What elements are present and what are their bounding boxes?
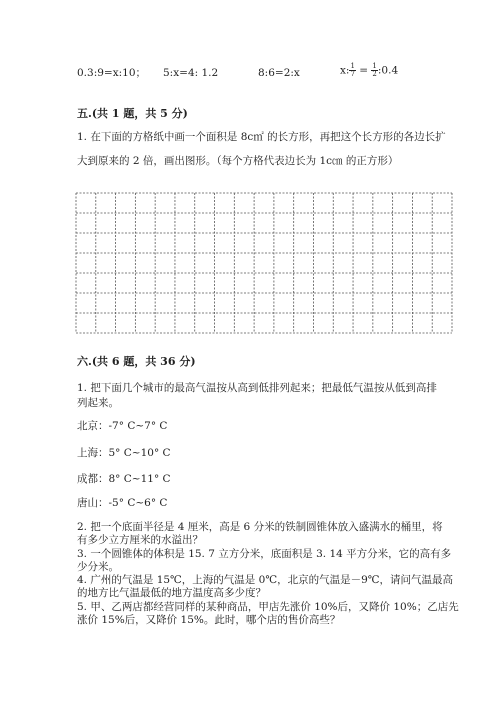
section-6-heading: 六.(共 6 题，共 36 分)	[77, 355, 196, 368]
section-6-question-3-line-2: 少分米。	[77, 561, 119, 573]
fraction-denominator: 7	[350, 70, 355, 78]
equation-4-prefix: x:	[340, 64, 350, 77]
section-6-question-2-line-2: 有多少立方厘米的水溢出？	[77, 534, 203, 546]
section-5-question-1-line-1: 1. 在下面的方格纸中画一个面积是 8c㎡ 的长方形，再把这个长方形的各边长扩	[77, 131, 446, 143]
section-6-question-5-line-2: 涨价 15%后，又降价 15%。此时，哪个店的售价高些？	[77, 614, 341, 626]
fraction-denominator: 2	[372, 70, 377, 78]
section-6-question-3-line-1: 3. 一个圆锥体的体积是 15. 7 立方分米，底面积是 3. 14 平方分米，它的高有多	[77, 548, 452, 560]
city-beijing: 北京：-7° C~7° C	[77, 420, 168, 432]
section-5-heading: 五.(共 1 题，共 5 分)	[77, 107, 188, 120]
square-grid-paper[interactable]	[75, 192, 453, 334]
section-6-question-4-line-2: 的地方比气温最低的地方温度高多少度？	[77, 587, 266, 599]
section-5-question-1-line-2: 大到原来的 2 倍，画出图形。（每个方格代表边长为 1c㎝ 的正方形）	[77, 155, 399, 167]
equation-2: 5:x=4: 1.2	[163, 67, 219, 79]
equation-1: 0.3:9=x:10；	[77, 67, 147, 79]
city-shanghai: 上海：5° C~10° C	[77, 447, 171, 459]
equation-4	[340, 63, 398, 78]
equation-4-suffix: :0.4	[377, 64, 399, 77]
section-6-question-5-line-1: 5. 甲、乙两店都经营同样的某种商品，甲店先涨价 10%后，又降价 10%；乙店先	[77, 601, 459, 613]
section-6-question-4-line-1: 4. 广州的气温是 15℃，上海的气温是 0℃，北京的气温是－9℃，请问气温最高	[77, 574, 453, 586]
equation-4-equals: =	[355, 64, 372, 77]
section-6-question-1-line-1: 1. 把下面几个城市的最高气温按从高到低排列起来；把最低气温按从低到高排	[77, 382, 437, 394]
equation-3: 8:6=2:x	[258, 67, 300, 79]
city-chengdu: 成都：8° C~11° C	[77, 473, 171, 485]
section-6-question-2-line-1: 2. 把一个底面半径是 4 厘米，高是 6 分米的铁制圆锥体放入盛满水的桶里，将	[77, 521, 443, 533]
section-6-question-1-line-2: 列起来。	[77, 397, 119, 409]
fraction-numerator: 1	[372, 62, 377, 70]
fraction-numerator: 1	[350, 62, 355, 70]
city-tangshan: 唐山：-5° C~6° C	[77, 497, 168, 509]
